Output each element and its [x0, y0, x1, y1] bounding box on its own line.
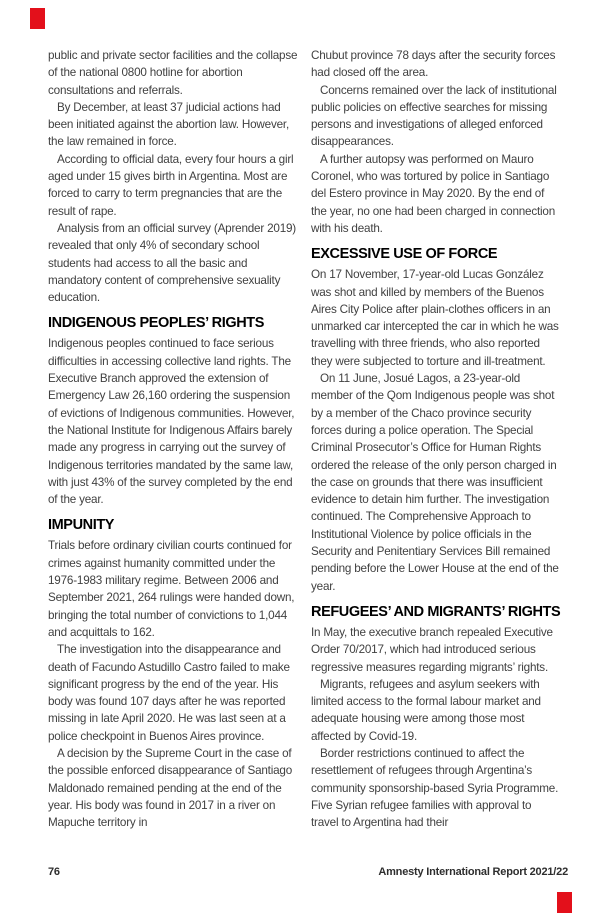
paragraph: Chubut province 78 days after the security forces had closed off the area. [311, 49, 556, 80]
section-heading: IMPUNITY [48, 517, 115, 534]
paragraph: Migrants, refugees and asylum seekers with limited access to the formal labour market and adequate housing were among those most affected by Covid-19. [311, 677, 541, 743]
paragraph: The investigation into the disappearance and death of Facundo Astudillo Castro failed to make significant progress by the end of the year. His body was found 107 days after he was reported missing in late April 2020. He was last seen at a police checkpoint in Buenos Aires province. [48, 643, 290, 743]
left-column [48, 47, 298, 831]
page-content [48, 47, 562, 831]
paragraph: A further autopsy was performed on Mauro Coronel, who was tortured by police in Santiago del Estero province in May 2020. By the end of the year, no one had been charged in connection with his death. [311, 152, 556, 235]
paragraph: On 11 June, Josué Lagos, a 23-year-old member of the Qom Indigenous people was shot by a member of the Chaco province security forces during a police operation. The Special Criminal Prosecutor’s Office for Human Rights ordered the release of the only person charged in the case on grounds that there was insufficient evidence to detain him further. The investigation continued. The Comprehensive Approach to Institutional Violence by police officials in the Security and Penitentiary Services Bill remained pending before the Lower House at the end of the year. [311, 372, 559, 593]
red-corner-mark-bottom-right [557, 892, 572, 913]
section-heading: REFUGEES’ AND MIGRANTS’ RIGHTS [311, 603, 561, 620]
report-title: Amnesty International Report 2021/22 [378, 866, 568, 878]
right-column [311, 47, 561, 831]
page-number: 76 [48, 866, 60, 878]
paragraph: Border restrictions continued to affect the resettlement of refugees through Argentina’s community sponsorship-based Syria Programme. Five Syrian refugee families with approval to travel to Argentina had their [311, 746, 559, 830]
paragraph: According to official data, every four hours a girl aged under 15 gives birth in Argentina. Most are forced to carry to term pregnancies that are the result of rape. [48, 152, 294, 218]
section-heading: INDIGENOUS PEOPLES’ RIGHTS [48, 315, 264, 332]
paragraph: On 17 November, 17-year-old Lucas González was shot and killed by members of the Buenos Aires City Police after plain-clothes officers in an unmarked car intercepted the car in which he was travelling with three friends, who also reported they were subjected to torture and ill-treatment. [311, 268, 559, 368]
paragraph: Trials before ordinary civilian courts continued for crimes against humanity committed under the 1976-1983 military regime. Between 2006 and September 2021, 264 rulings were handed down, bringing the total number of convictions to 1,044 and acquittals to 162. [48, 539, 295, 639]
paragraph: Analysis from an official survey (Aprender 2019) revealed that only 4% of secondary school students had access to all the basic and mandatory content of comprehensive sexuality education. [48, 221, 296, 305]
paragraph: In May, the executive branch repealed Executive Order 70/2017, which had introduced serious regressive measures regarding migrants’ rights. [311, 625, 553, 674]
red-corner-mark-top-left [30, 8, 45, 29]
paragraph: A decision by the Supreme Court in the case of the possible enforced disappearance of Santiago Maldonado remained pending at the end of the year. His body was found in 2017 in a river on Mapuche territory in [48, 746, 293, 830]
paragraph: public and private sector facilities and the collapse of the national 0800 hotline for abortion consultations and referrals. [48, 49, 298, 97]
page-footer [48, 866, 568, 878]
paragraph: Concerns remained over the lack of institutional public policies on effective searches for missing persons and investigations of alleged enforced disappearances. [311, 83, 557, 149]
paragraph: Indigenous peoples continued to face serious difficulties in accessing collective land rights. The Executive Branch approved the extension of Emergency Law 26,160 ordering the suspension of evictions of Indigenous communities. However, the National Institute for Indigenous Affairs barely made any progress in carrying out the survey of Indigenous territories mandated by the same law, with just 43% of the survey completed by the end of the year. [48, 337, 295, 507]
paragraph: By December, at least 37 judicial actions had been initiated against the abortion law. However, the law remained in force. [48, 100, 289, 149]
section-heading: EXCESSIVE USE OF FORCE [311, 246, 498, 263]
